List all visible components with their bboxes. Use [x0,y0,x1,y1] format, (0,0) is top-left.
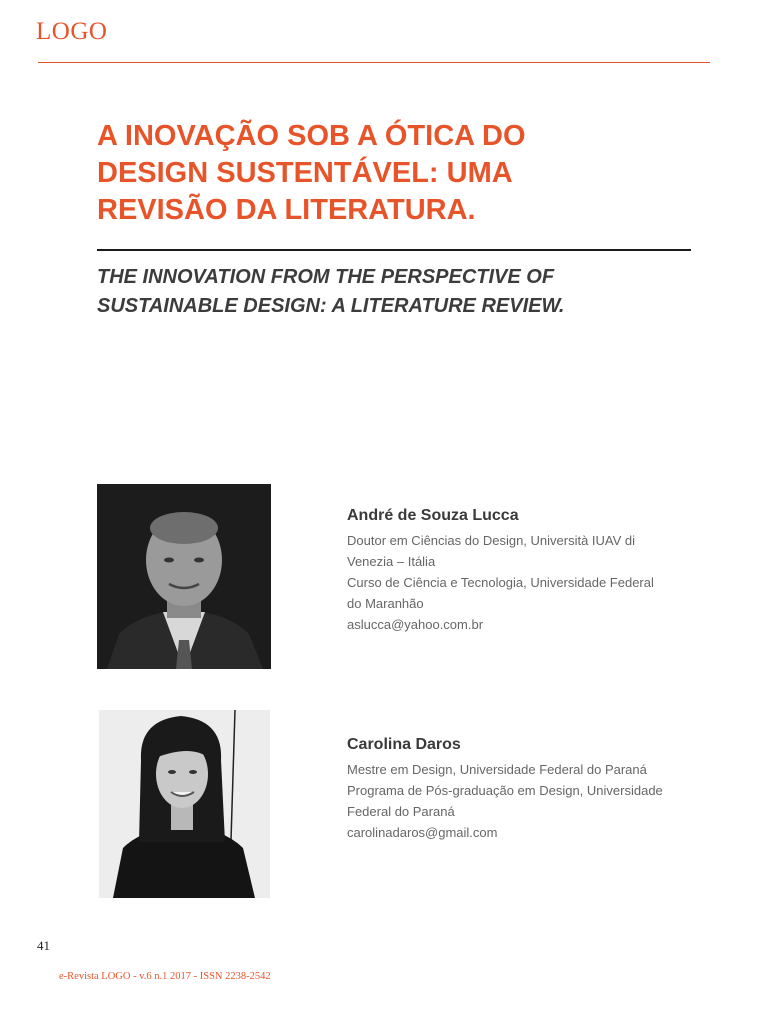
journal-footer: e-Revista LOGO - v.6 n.1 2017 - ISSN 2238-2542 [59,971,271,982]
author-affiliation-line: Venezia – Itália [347,554,436,569]
author-block-daros [347,734,707,843]
title-divider [97,249,691,251]
title-pt-line: A INOVAÇÃO SOB A ÓTICA DO [97,120,526,152]
portrait-image [99,710,270,898]
author-name: André de Souza Lucca [347,507,519,524]
portrait-image [97,484,271,669]
author-email: aslucca@yahoo.com.br [347,617,484,632]
title-en-line: THE INNOVATION FROM THE PERSPECTIVE OF [97,266,555,288]
title-pt-line: REVISÃO DA LITERATURA. [97,194,476,226]
author-block-lucca [347,505,707,635]
title-pt-line: DESIGN SUSTENTÁVEL: UMA [97,157,513,189]
header-rule [38,62,710,63]
journal-logo: LOGO [36,18,108,45]
author-affiliation-line: Doutor em Ciências do Design, Università IUAV di [347,533,636,548]
author-affiliation-line: do Maranhão [347,596,424,611]
article-title-portuguese [97,118,697,229]
author-photo-lucca [97,484,271,669]
author-affiliation-line: Curso de Ciência e Tecnologia, Universidade Federal [347,575,654,590]
title-en-line: SUSTAINABLE DESIGN: A LITERATURE REVIEW. [97,295,565,317]
author-affiliation-line: Federal do Paraná [347,804,455,819]
author-email: carolinadaros@gmail.com [347,825,498,840]
author-name: Carolina Daros [347,736,461,753]
author-photo-daros [99,710,270,898]
page-number: 41 [37,938,50,953]
author-affiliation-line: Mestre em Design, Universidade Federal do Paraná [347,762,647,777]
author-affiliation-line: Programa de Pós-graduação em Design, Universidade [347,783,663,798]
article-title-english [97,263,697,321]
